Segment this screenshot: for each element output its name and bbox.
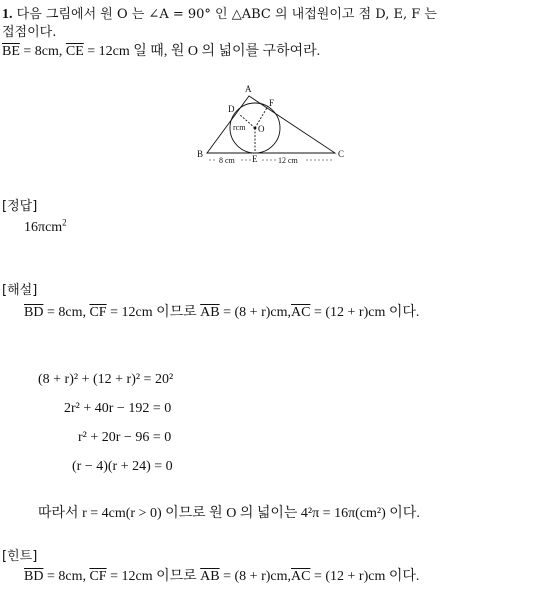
hint-segment-bd: $\overline{BD}$	[24, 569, 44, 584]
label-o: O	[258, 124, 265, 134]
explanation-heading: [해설]	[2, 283, 38, 298]
answer-text: 16πcm	[24, 220, 63, 235]
label-d: D	[228, 104, 235, 114]
segment-ac: $\overline{AC}$	[291, 305, 311, 320]
center-point	[254, 127, 257, 130]
segment-bd: $\overline{BD}$	[24, 305, 44, 320]
explanation-part-2: = 12cm 이므로	[106, 305, 201, 320]
hint-part-1: = 8cm,	[43, 569, 90, 584]
explanation-line-1	[24, 304, 419, 322]
equation-2: 2r² + 40r − 192 = 0	[64, 401, 172, 416]
hint-segment-cf: $\overline{CF}$	[89, 569, 107, 584]
hint-segment-ab: $\overline{AB}$	[200, 569, 220, 584]
problem-eq-2: = 12cm 일 때, 원 O 의 넓이를 구하여라.	[83, 44, 321, 59]
segment-ce: $\overline{CE}$	[65, 44, 84, 59]
problem-eq-1: = 8cm,	[19, 44, 66, 59]
answer-value	[24, 219, 67, 237]
label-e: E	[252, 154, 258, 164]
problem-text-1: 다음 그림에서 원 O 는 ∠A = 90° 인 △ABC 의 내접원이고 점 D, E, F 는	[16, 7, 437, 22]
label-radius: rcm	[233, 123, 246, 132]
label-c: C	[338, 149, 345, 159]
label-be-length: 8 cm	[219, 156, 235, 165]
label-f: F	[269, 98, 275, 108]
hint-heading: [힌트]	[2, 549, 38, 564]
label-b: B	[197, 149, 204, 159]
answer-exponent: 2	[62, 217, 67, 228]
segment-ab: $\overline{AB}$	[200, 305, 220, 320]
equation-1: (8 + r)² + (12 + r)² = 20²	[38, 372, 174, 387]
answer-heading: [정답]	[2, 199, 38, 214]
segment-be: $\overline{BE}$	[2, 44, 20, 59]
equation-4: (r − 4)(r + 24) = 0	[72, 459, 173, 474]
explanation-part-4: = (12 + r)cm 이다.	[310, 305, 420, 320]
problem-number: 1.	[2, 7, 13, 22]
explanation-part-1: = 8cm,	[43, 305, 90, 320]
label-a: A	[245, 84, 252, 94]
explanation-part-3: = (8 + r)cm,	[219, 305, 291, 320]
hint-line-1	[24, 568, 419, 586]
hint-part-4: = (12 + r)cm 이다.	[310, 569, 420, 584]
explanation-conclusion: 따라서 r = 4cm(r > 0) 이므로 원 O 의 넓이는 4²π = 16π(cm²) 이다.	[38, 506, 420, 521]
hint-part-2: = 12cm 이므로	[106, 569, 201, 584]
hint-segment-ac: $\overline{AC}$	[291, 569, 311, 584]
segment-cf: $\overline{CF}$	[89, 305, 107, 320]
hint-part-3: = (8 + r)cm,	[219, 569, 291, 584]
problem-text-2: 접점이다.	[2, 25, 57, 40]
equation-3: r² + 20r − 96 = 0	[78, 430, 172, 445]
label-ec-length: 12 cm	[278, 156, 298, 165]
